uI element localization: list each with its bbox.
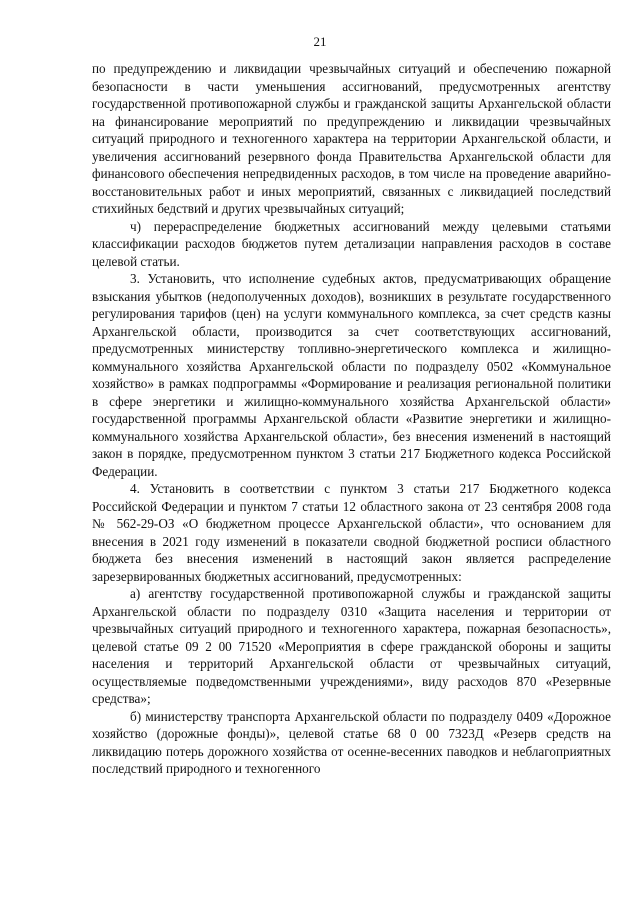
paragraph-clause-3: 3. Установить, что исполнение судебных актов, предусматривающих обращение взыскания убытков (недополученных доходов), возникших в результате государственного регулирования тарифов (цен) на услуги коммунального комплекса, за счет средств казны Архангельской области, производится за счет соответствующих ассигнований, предусмотренных министерству топливно-энергетического комплекса и жилищно-коммунального хозяйства Архангельской области по подразделу 0502 «Коммунальное хозяйство» в рамках подпрограммы «Формирование и реализация региональной политики в сфере энергетики и жилищно-коммунального хозяйства Архангельской области» государственной программы Архангельской области «Развитие энергетики и жилищно-коммунального хозяйства Архангельской области», без внесения изменений в настоящий закон в порядке, предусмотренном пунктом 3 статьи 217 Бюджетного кодекса Российской Федерации. (92, 271, 611, 479)
paragraph-item-b: б) министерству транспорта Архангельской области по подразделу 0409 «Дорожное хозяйство (дорожные фонды)», целевой статье 68 0 00 7323Д «Резерв средств на ликвидацию потерь дорожного хозяйства от осенне-весенних паводков и неблагоприятных последствий природного и техногенного (92, 708, 611, 776)
document-body (92, 60, 611, 778)
paragraph-clause-4: 4. Установить в соответствии с пунктом 3 статьи 217 Бюджетного кодекса Российской Федерации и пунктом 7 статьи 12 областного закона от 23 сентября 2008 года № 562-29-ОЗ «О бюджетном процессе Архангельской области», что основанием для внесения в 2021 году изменений в показатели сводной бюджетной росписи областного бюджета без внесения изменений в настоящий закон является распределение зарезервированных бюджетных ассигнований, предусмотренных: (92, 481, 611, 584)
page-number: 21 (313, 34, 327, 49)
paragraph-item-a: а) агентству государственной противопожарной службы и гражданской защиты Архангельской области по подразделу 0310 «Защита населения и территории от чрезвычайных ситуаций природного и техногенного характера, пожарная безопасность», целевой статье 09 2 00 71520 «Мероприятия в сфере гражданской обороны и защиты населения и территорий Архангельской области от чрезвычайных ситуаций, осуществляемые подведомственными учреждениями», виду расходов 870 «Резервные средства»; (92, 586, 611, 706)
paragraph-item-ch: ч) перераспределение бюджетных ассигнований между целевыми статьями классификации расходов бюджетов путем детализации направления расходов в составе целевой статьи. (92, 218, 611, 269)
paragraph-continuation: по предупреждению и ликвидации чрезвычайных ситуаций и обеспечению пожарной безопасности в части уменьшения ассигнований, предусмотренных агентству государственной противопожарной службы и гражданской защиты Архангельской области на финансирование мероприятий по предупреждению и ликвидации чрезвычайных ситуаций природного и техногенного характера на территории Архангельской области, и увеличения ассигнований резервного фонда Правительства Архангельской области для финансового обеспечения непредвиденных расходов, в том числе на проведение аварийно-восстановительных работ и иных мероприятий, связанных с ликвидацией последствий стихийных бедствий и других чрезвычайных ситуаций; (92, 61, 611, 216)
